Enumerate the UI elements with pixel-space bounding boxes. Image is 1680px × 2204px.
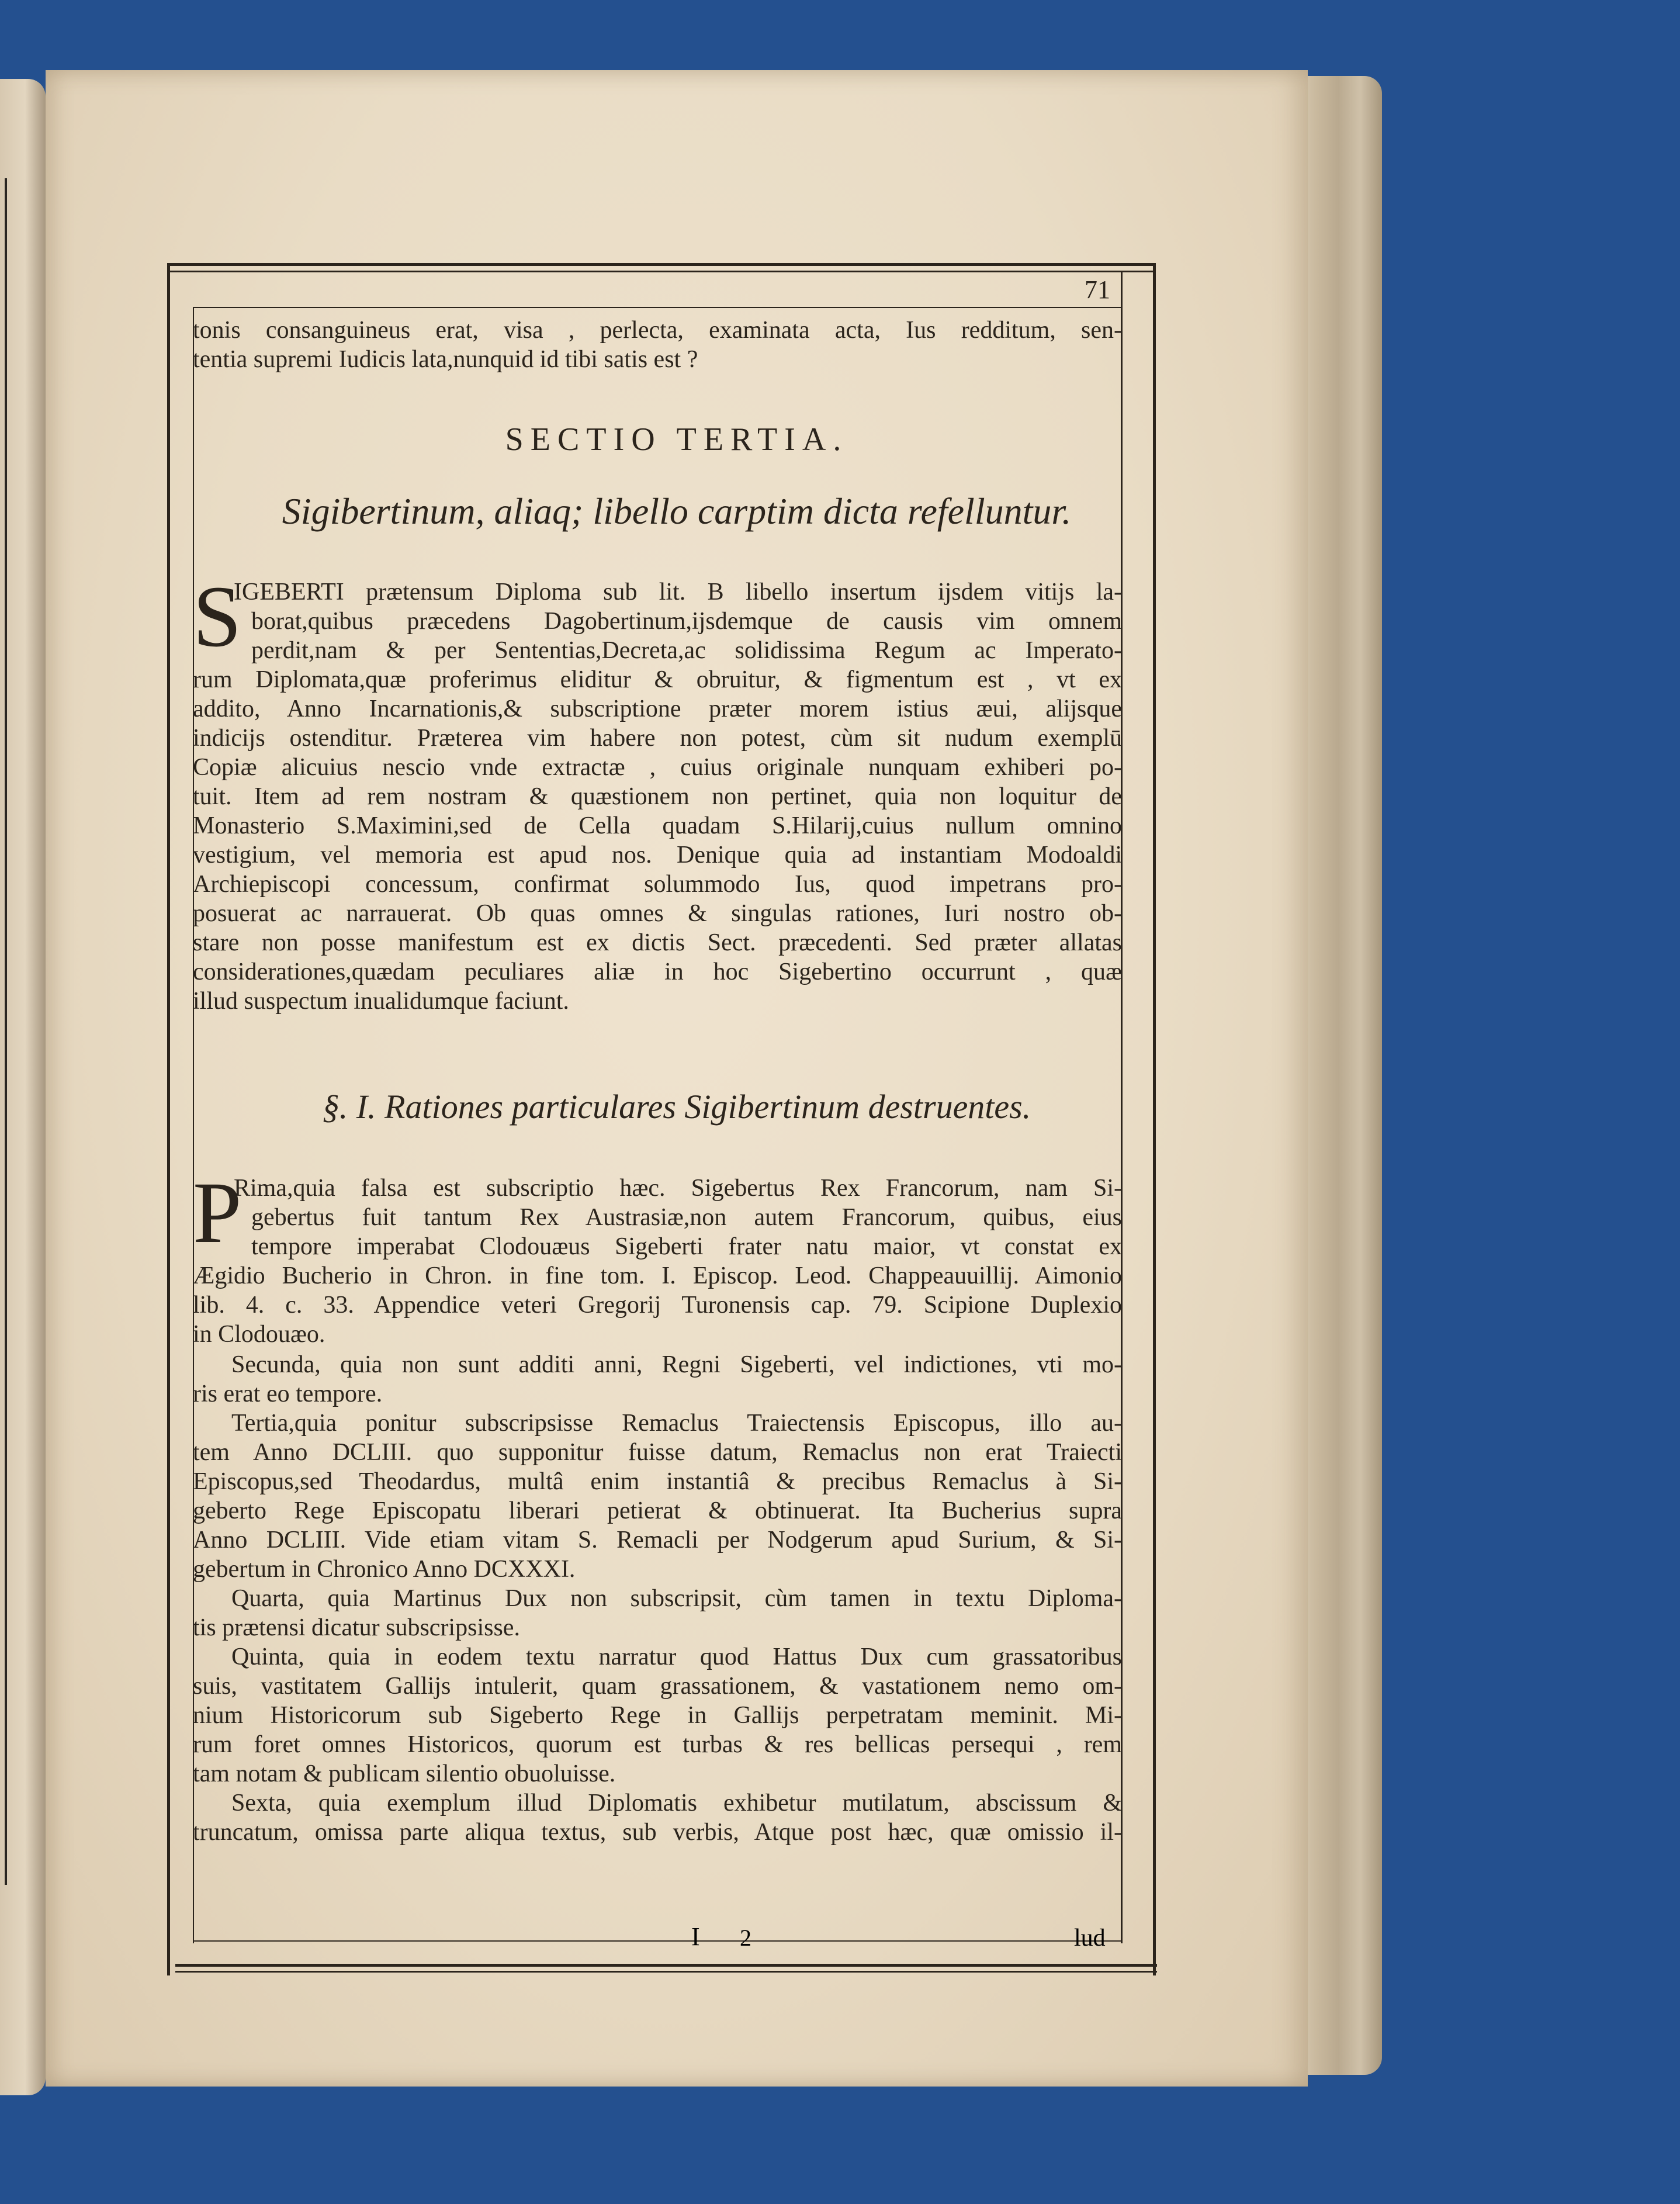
argument-line: geberto Rege Episcopatu liberari petierat & obtinuerat. Ita Bucherius supra (193, 1497, 1122, 1524)
paragraph-1-line: Archiepiscopi concessum, confirmat solummodo Ius, quod impetrans pro- (193, 871, 1122, 898)
paragraph-1-line: indicijs ostenditur. Præterea vim habere non potest, cùm sit nudum exemplū (193, 725, 1122, 752)
intro-line-1: tonis consanguineus erat, visa , perlecta, examinata acta, Ius redditum, sen- (193, 317, 1122, 344)
paragraph-1-line: stare non posse manifestum est ex dictis Sect. præcedenti. Sed præter allatas (193, 929, 1122, 956)
argument-line: gebertum in Chronico Anno DCXXXI. (193, 1556, 576, 1583)
paragraph-1-line: borat,quibus præcedens Dagobertinum,ijsdemque de causis vim omnem (251, 608, 1122, 635)
signature-letter: I (691, 1922, 700, 1951)
argument-line: Anno DCLIII. Vide etiam vitam S. Remacli per Nodgerum apud Surium, & Si- (193, 1527, 1122, 1553)
intro-line-2: tentia supremi Iudicis lata,nunquid id tibi satis est ? (193, 346, 698, 373)
paragraph-1-line: IGEBERTI prætensum Diploma sub lit. B libello insertum ijsdem vitijs la- (234, 579, 1122, 606)
text-rule-bottom (193, 1940, 1122, 1942)
paragraph-1-line: rum Diplomata,quæ proferimus eliditur & obruitur, & figmentum est , vt ex (193, 666, 1122, 693)
paragraph-1-line: addito, Anno Incarnationis,& subscriptione præter morem istius æui, alijsque (193, 696, 1122, 722)
paragraph-2-line: in Clodouæo. (193, 1321, 325, 1348)
paragraph-2-line: Ægidio Bucherio in Chron. in fine tom. I. Episcop. Leod. Chappeauuillij. Aimonio (193, 1262, 1122, 1289)
argument-line: Quinta, quia in eodem textu narratur quod Hattus Dux cum grassatoribus (231, 1644, 1122, 1670)
dropcap-p: P (193, 1164, 242, 1261)
argument-line: tem Anno DCLIII. quo supponitur fuisse datum, Remaclus non erat Traiecti (193, 1439, 1122, 1466)
argument-line: ris erat eo tempore. (193, 1380, 383, 1407)
frame-rule-bottom (175, 1964, 1157, 1967)
argument-line: truncatum, omissa parte aliqua textus, sub verbis, Atque post hæc, quæ omissio il- (193, 1819, 1122, 1846)
subsection-title: §. I. Rationes particulares Sigibertinum destruentes. (322, 1088, 1031, 1126)
argument-line: suis, vastitatem Gallijs intulerit, quam grassationem, & vastationem nemo om- (193, 1673, 1122, 1700)
argument-line: tis prætensi dicatur subscripsisse. (193, 1614, 520, 1641)
paragraph-1-line: considerationes,quædam peculiares aliæ in hoc Sigebertino occurrunt , quæ (193, 959, 1122, 985)
paragraph-1-line: Copiæ alicuius nescio vnde extractæ , cuius originale nunquam exhiberi po- (193, 754, 1122, 781)
dropcap-s: S (193, 568, 242, 665)
paragraph-1-line: posuerat ac narrauerat. Ob quas omnes & singulas rationes, Iuri nostro ob- (193, 900, 1122, 927)
paragraph-1-line: illud suspectum inualidumque faciunt. (193, 988, 569, 1015)
paragraph-2-line: Rima,quia falsa est subscriptio hæc. Sigebertus Rex Francorum, nam Si- (234, 1175, 1122, 1202)
paragraph-1-line: vestigium, vel memoria est apud nos. Denique quia ad instantiam Modoaldi (193, 842, 1122, 869)
argument-line: Episcopus,sed Theodardus, multâ enim instantiâ & precibus Remaclus à Si- (193, 1468, 1122, 1495)
argument-line: Tertia,quia ponitur subscripsisse Remaclus Traiectensis Episcopus, illo au- (231, 1410, 1122, 1437)
paragraph-1-line: tuit. Item ad rem nostram & quæstionem non pertinet, quia non loquitur de (193, 783, 1122, 810)
section-subtitle: Sigibertinum, aliaq; libello carptim dicta refelluntur. (282, 490, 1072, 532)
paragraph-1-line: Monasterio S.Maximini,sed de Cella quadam S.Hilarij,cuius nullum omnino (193, 812, 1122, 839)
paragraph-2-line: gebertus fuit tantum Rex Austrasiæ,non autem Francorum, quibus, eius (251, 1204, 1122, 1231)
argument-line: Secunda, quia non sunt additi anni, Regni Sigeberti, vel indictiones, vti mo- (231, 1351, 1122, 1378)
page-number: 71 (1085, 275, 1110, 304)
argument-line: rum foret omnes Historicos, quorum est turbas & res bellicas persequi , rem (193, 1731, 1122, 1758)
frame-rule-top-inner (168, 271, 1156, 272)
argument-line: Sexta, quia exemplum illud Diplomatis exhibetur mutilatum, abscissum & (231, 1790, 1122, 1817)
argument-line: Quarta, quia Martinus Dux non subscripsit, cùm tamen in textu Diploma- (231, 1585, 1122, 1612)
paragraph-2-line: lib. 4. c. 33. Appendice veteri Gregorij Turonensis cap. 79. Scipione Duplexio (193, 1292, 1122, 1319)
book-page (46, 70, 1308, 2087)
paragraph-1-line: perdit,nam & per Sententias,Decreta,ac solidissima Regum ac Imperato- (251, 637, 1122, 664)
frame-rule-top (168, 263, 1156, 266)
catchword: lud (1074, 1925, 1106, 1952)
text-rule-top (193, 307, 1122, 308)
left-facing-page (0, 79, 46, 2095)
paragraph-2-line: tempore imperabat Clodouæus Sigeberti frater natu maior, vt constat ex (251, 1233, 1122, 1260)
signature-number: 2 (740, 1925, 751, 1951)
section-title: SECTIO TERTIA. (505, 421, 848, 458)
frame-rule-bottom-inner (175, 1971, 1157, 1973)
argument-line: nium Historicorum sub Sigeberto Rege in Gallijs perpetratam meminit. Mi- (193, 1702, 1122, 1729)
argument-line: tam notam & publicam silentio obuoluisse. (193, 1760, 616, 1787)
